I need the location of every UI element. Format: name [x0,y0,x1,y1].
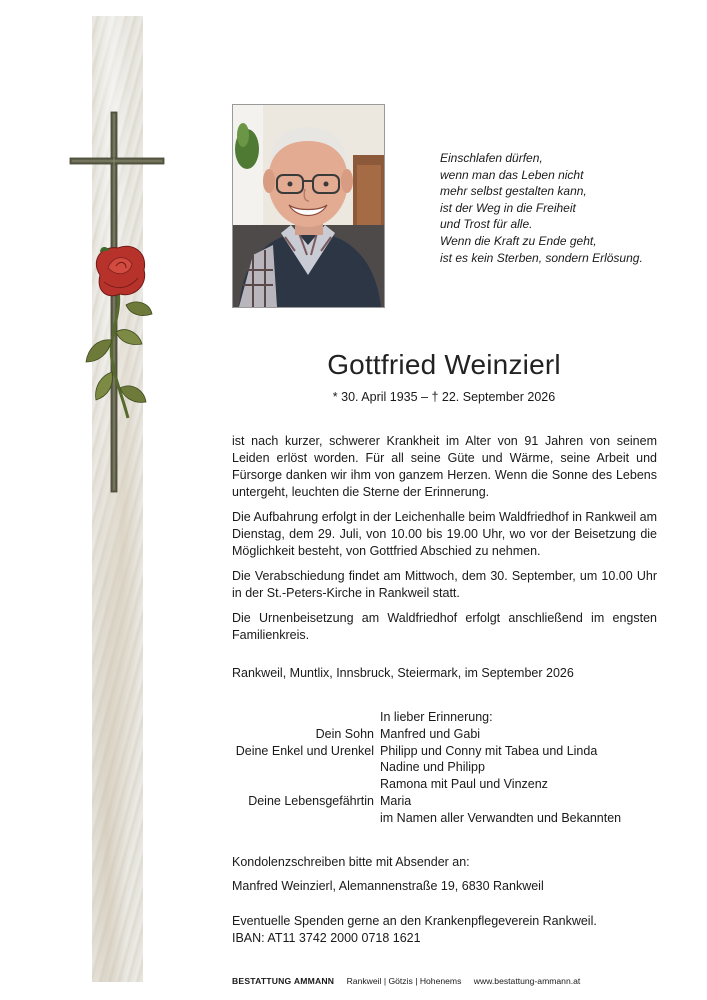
mourner-names: In lieber Erinnerung: [380,710,493,724]
paragraph: ist nach kurzer, schwerer Krankheit im Alter von 91 Jahren von seinem Leiden erlöst worden. Für all seine Güte und Wärme, seine Arbeit und Fürsorge danken wir ihm von ganzem Herzen. Wenn die Sonne des Lebens untergeht, leuchten die Sterne der Erinnerung. [232,434,657,499]
poem-line: mehr selbst gestalten kann, [440,184,587,199]
mourner-names: Philipp und Conny mit Tabea und Linda [380,743,598,758]
condolence-address: Manfred Weinzierl, Alemannenstraße 19, 6830 Rankweil [232,879,544,893]
footer-locations: Rankweil | Götzis | Hohenems [346,976,462,986]
condolence-label: Kondolenzschreiben bitte mit Absender an: [232,855,470,869]
mourner-names: Manfred und Gabi [380,726,481,741]
mourner-relation: Deine Enkel und Urenkel [235,743,374,758]
mourner-relation: Dein Sohn [315,726,374,741]
poem-line: ist der Weg in die Freiheit [440,200,576,215]
mourner-relation: Deine Lebensgefährtin [248,793,374,808]
poem [440,150,680,266]
donation-info [232,913,597,947]
mourner-row [232,793,672,810]
poem-line: ist es kein Sterben, sondern Erlösung. [440,250,643,265]
mourner-relation [232,810,380,827]
poem-line: und Trost für alle. [440,217,533,232]
cross-with-rose-icon [60,100,170,500]
poem-line: Einschlafen dürfen, [440,151,543,165]
brand-name: AMMANN [293,976,335,986]
life-dates: * 30. April 1935 – † 22. September 2026 [332,390,556,404]
paragraph: Die Verabschiedung findet am Mittwoch, dem 30. September, um 10.00 Uhr in der St.-Peters-Kirche in Rankweil statt. [232,569,657,600]
footer-website[interactable]: www.bestattung-ammann.at [473,976,581,986]
mourner-row [232,709,672,726]
mourner-names: Maria [380,793,412,808]
announcement-text [232,433,657,652]
brand-prefix: BESTATTUNG [232,976,292,986]
mourner-row [232,743,672,760]
mourner-names: Ramona mit Paul und Vinzenz [380,777,548,792]
mourner-row [232,726,672,743]
condolence-info [232,850,544,898]
mourner-names: Nadine und Philipp [380,760,485,775]
donation-text: Eventuelle Spenden gerne an den Krankenpflegeverein Rankweil. [232,914,597,928]
mourner-row [232,759,672,776]
paragraph: Die Aufbahrung erfolgt in der Leichenhalle beim Waldfriedhof in Rankweil am Dienstag, dem 29. Juli, von 10.00 bis 19.00 Uhr, wo vor der Beisetzung die Möglichkeit besteht, von Gottfried Abschied zu nehmen. [232,510,657,558]
poem-line: wenn man das Leben nicht [440,167,584,182]
poem-line: Wenn die Kraft zu Ende geht, [440,233,597,248]
mourner-names: im Namen aller Verwandten und Bekannten [380,810,622,825]
donation-iban: IBAN: AT11 3742 2000 0718 1621 [232,930,421,945]
footer [232,976,580,986]
mourners-list [232,709,672,827]
mourner-relation [232,759,380,776]
mourner-relation [232,776,380,793]
paragraph: Die Urnenbeisetzung am Waldfriedhof erfolgt anschließend im engsten Familienkreis. [232,611,657,642]
deceased-name: Gottfried Weinzierl [327,349,561,380]
mourner-row [232,776,672,793]
portrait-photo [232,104,385,308]
mourner-relation [232,709,380,726]
mourner-row [232,810,672,827]
place-date: Rankweil, Muntlix, Innsbruck, Steiermark, im September 2026 [232,666,574,680]
